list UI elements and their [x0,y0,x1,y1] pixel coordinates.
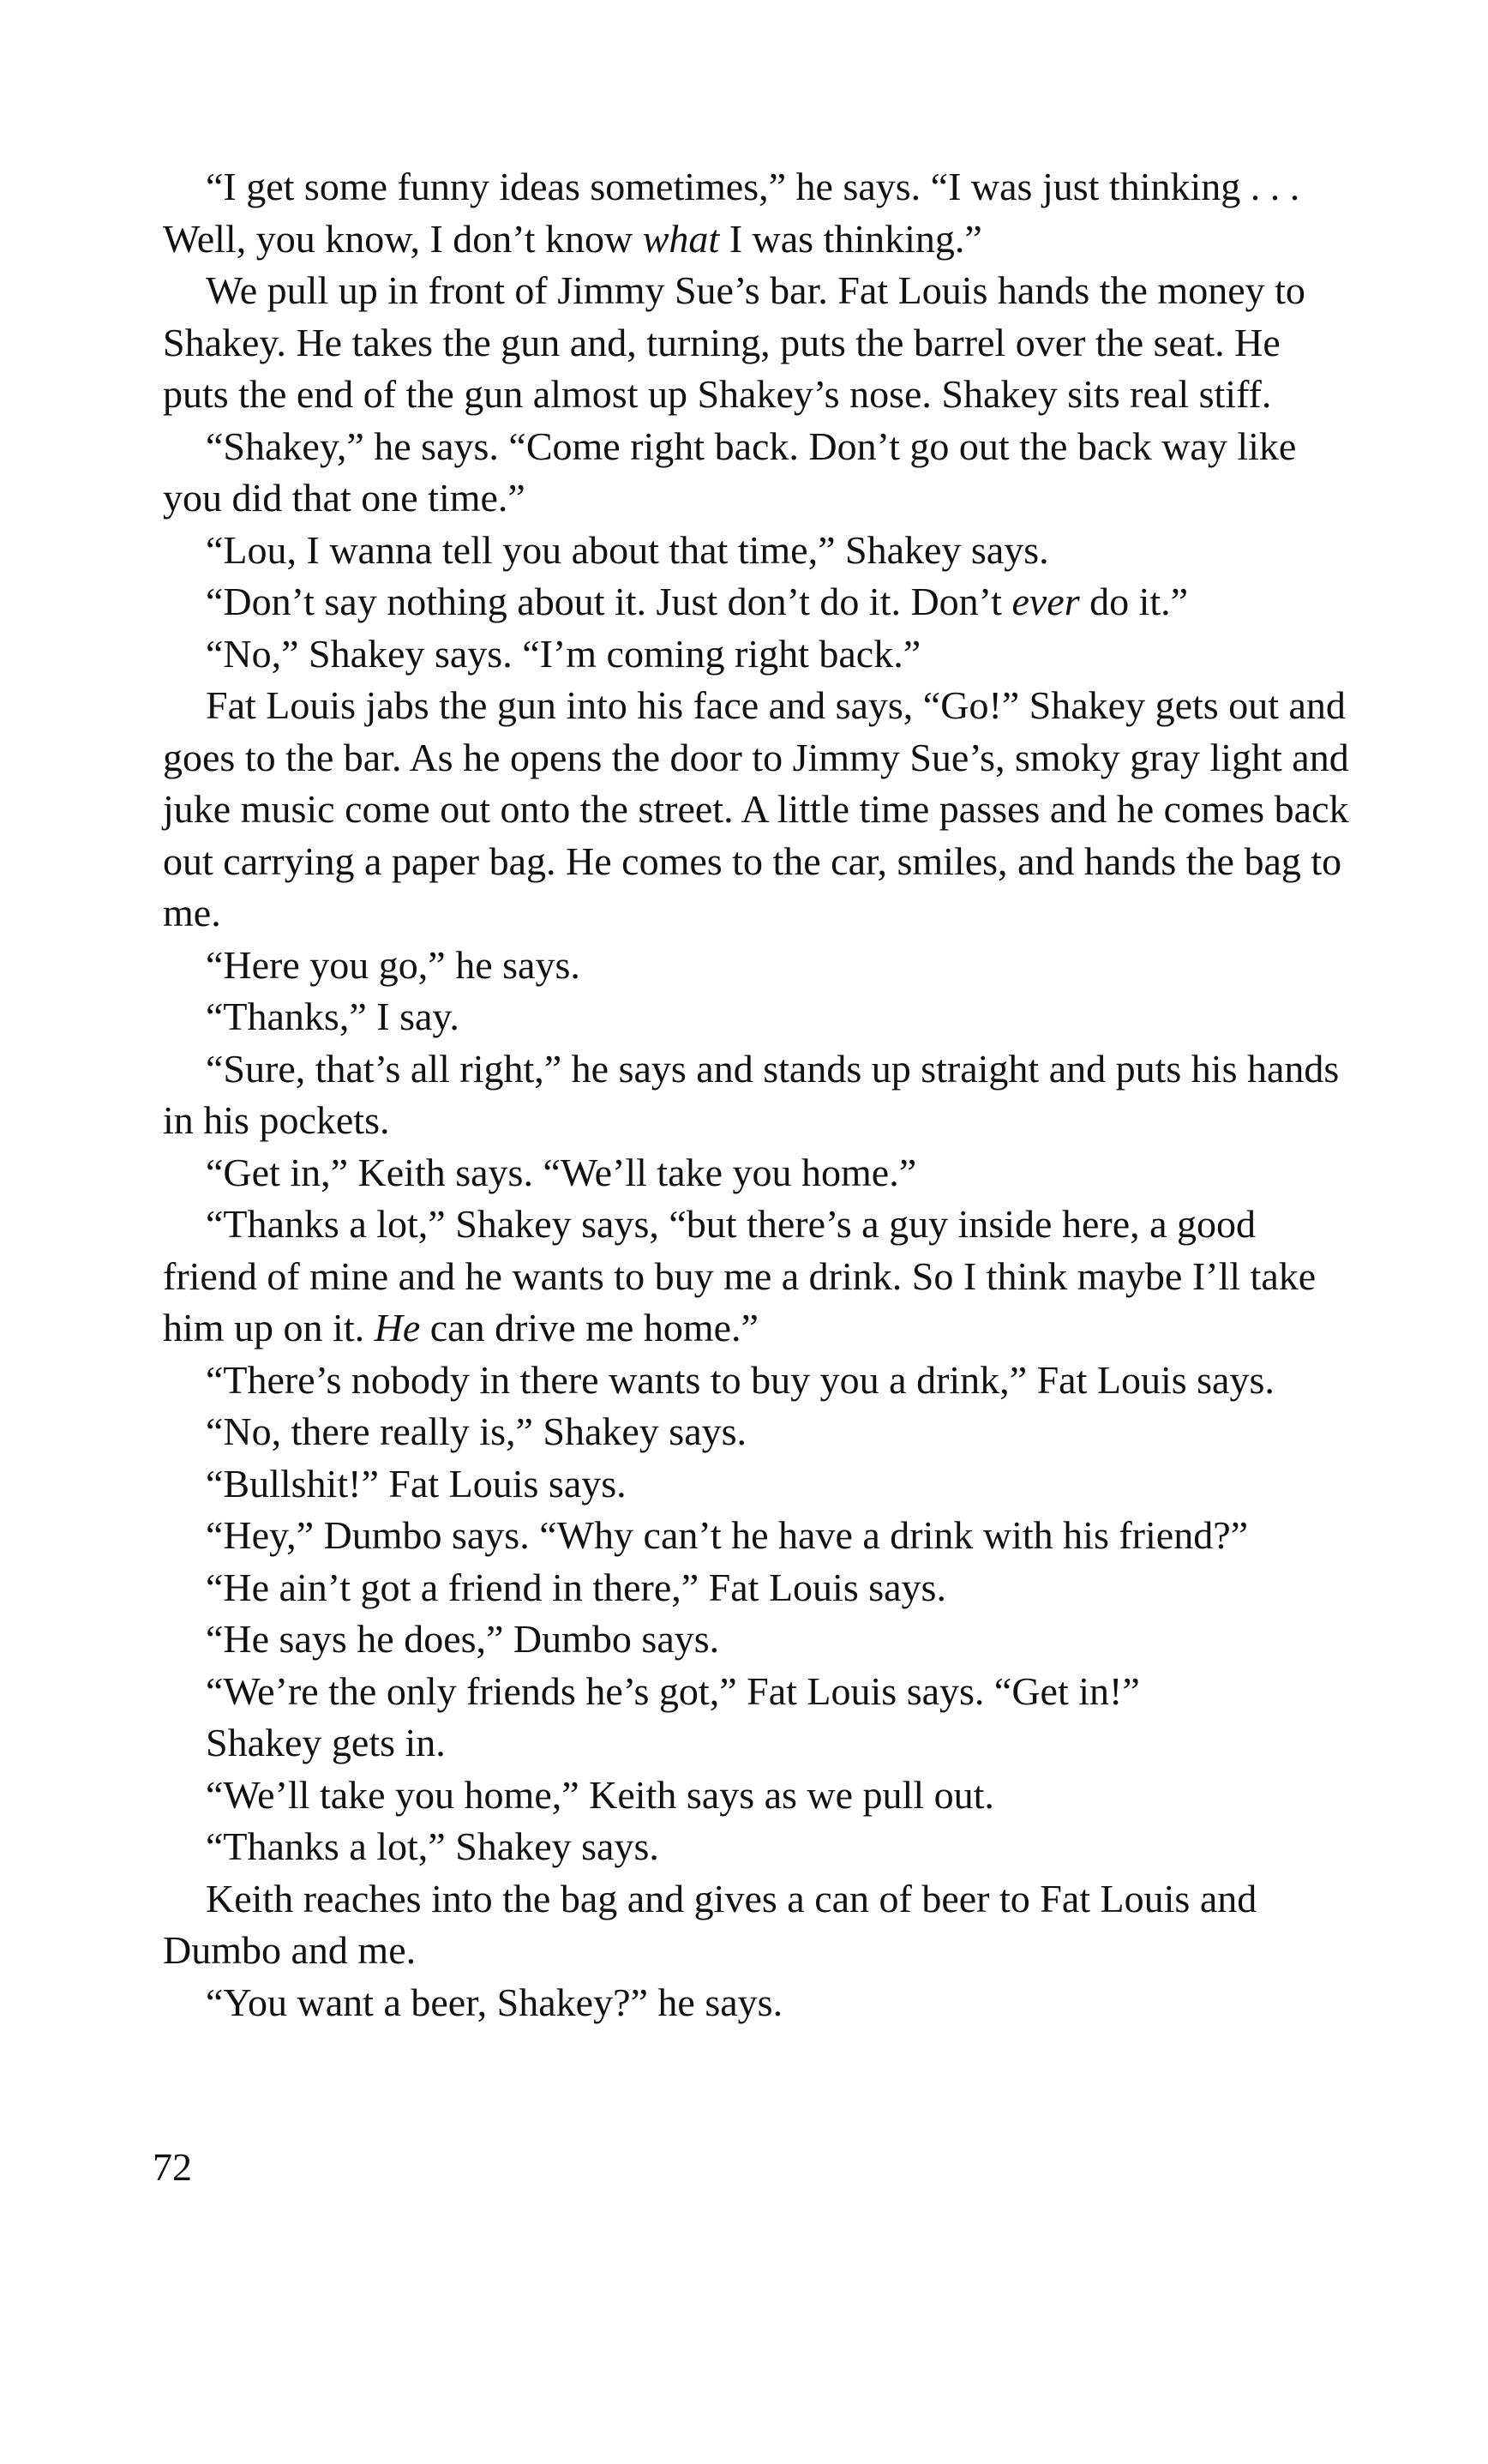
text-segment: “Here you go,” he says. [206,942,580,987]
text-segment: “He ain’t got a friend in there,” Fat Louis says. [206,1565,946,1609]
text-segment: “No,” Shakey says. “I’m coming right back.” [206,631,921,676]
paragraph [163,1562,1354,1614]
paragraph [163,680,1354,940]
text-segment: “Bullshit!” Fat Louis says. [206,1461,627,1505]
paragraph [163,1614,1354,1666]
text-segment: “Lou, I wanna tell you about that time,” Shakey says. [206,527,1049,572]
paragraph [163,576,1354,628]
text-segment: “Shakey,” he says. “Come right back. Don’t go out the back way like you did that one time.” [163,424,1297,520]
paragraph [163,940,1354,992]
page-number: 72 [153,2145,192,2189]
body-text [163,161,1354,2028]
text-segment: “Thanks a lot,” Shakey says, “but there’s a guy inside here, a good friend of mine and he wants to buy me a drink. So I think maybe I’ll take him up on it. [163,1202,1317,1349]
italic-text: He [374,1306,421,1349]
text-segment: Shakey gets in. [206,1721,446,1764]
paragraph [163,421,1354,525]
paragraph [163,1510,1354,1562]
text-segment: “Hey,” Dumbo says. “Why can’t he have a drink with his friend?” [206,1513,1249,1557]
text-segment: Keith reaches into the bag and gives a can of beer to Fat Louis and Dumbo and me. [163,1876,1257,1972]
paragraph [163,161,1354,265]
paragraph [163,1666,1354,1718]
paragraph [163,525,1354,577]
italic-text: ever [1011,580,1080,623]
text-segment: “He says he does,” Dumbo says. [206,1617,720,1661]
paragraph [163,628,1354,681]
text-segment: “Thanks a lot,” Shakey says. [206,1824,659,1868]
paragraph [163,991,1354,1043]
text-segment: Fat Louis jabs the gun into his face and says, “Go!” Shakey gets out and goes to the bar. As he opens the door to Jimmy Sue’s, smoky gray light and juke music come out onto the street. A little time passes and he comes back out carrying a paper bag. He comes to the car, smiles, and hands the bag to me. [163,683,1349,935]
text-segment: “We’re the only friends he’s got,” Fat Louis says. “Get in!” [206,1668,1140,1713]
text-segment: “Get in,” Keith says. “We’ll take you home.” [206,1150,917,1194]
text-segment: can drive me home.” [420,1306,759,1349]
italic-text: what [642,216,720,261]
text-segment: “Thanks,” I say. [206,995,459,1038]
paragraph [163,1406,1354,1458]
paragraph [163,265,1354,421]
text-segment: “You want a beer, Shakey?” he says. [206,1980,783,2024]
text-segment: “Sure, that’s all right,” he says and stands up straight and puts his hands in his pockets. [163,1046,1340,1142]
text-segment: “I get some funny ideas sometimes,” he says. “I was just thinking . . . Well, you know, I don’t know [163,165,1300,261]
text-segment: do it.” [1079,580,1189,623]
paragraph [163,1873,1354,1977]
paragraph [163,1199,1354,1355]
text-segment: We pull up in front of Jimmy Sue’s bar. Fat Louis hands the money to Shakey. He takes the gun and, turning, puts the barrel over the seat. He puts the end of the gun almost up Shakey’s nose. Shakey sits real stiff. [163,268,1305,416]
text-segment: “Don’t say nothing about it. Just don’t do it. Don’t [206,580,1012,623]
paragraph [163,1458,1354,1511]
paragraph [163,1147,1354,1199]
paragraph [163,1977,1354,2029]
paragraph [163,1355,1354,1407]
paragraph [163,1770,1354,1822]
text-segment: I was thinking.” [719,216,982,261]
text-segment: “There’s nobody in there wants to buy you a drink,” Fat Louis says. [206,1357,1275,1402]
text-segment: “We’ll take you home,” Keith says as we pull out. [206,1772,994,1817]
paragraph [163,1821,1354,1873]
paragraph [163,1043,1354,1147]
text-segment: “No, there really is,” Shakey says. [206,1409,747,1453]
paragraph [163,1717,1354,1770]
